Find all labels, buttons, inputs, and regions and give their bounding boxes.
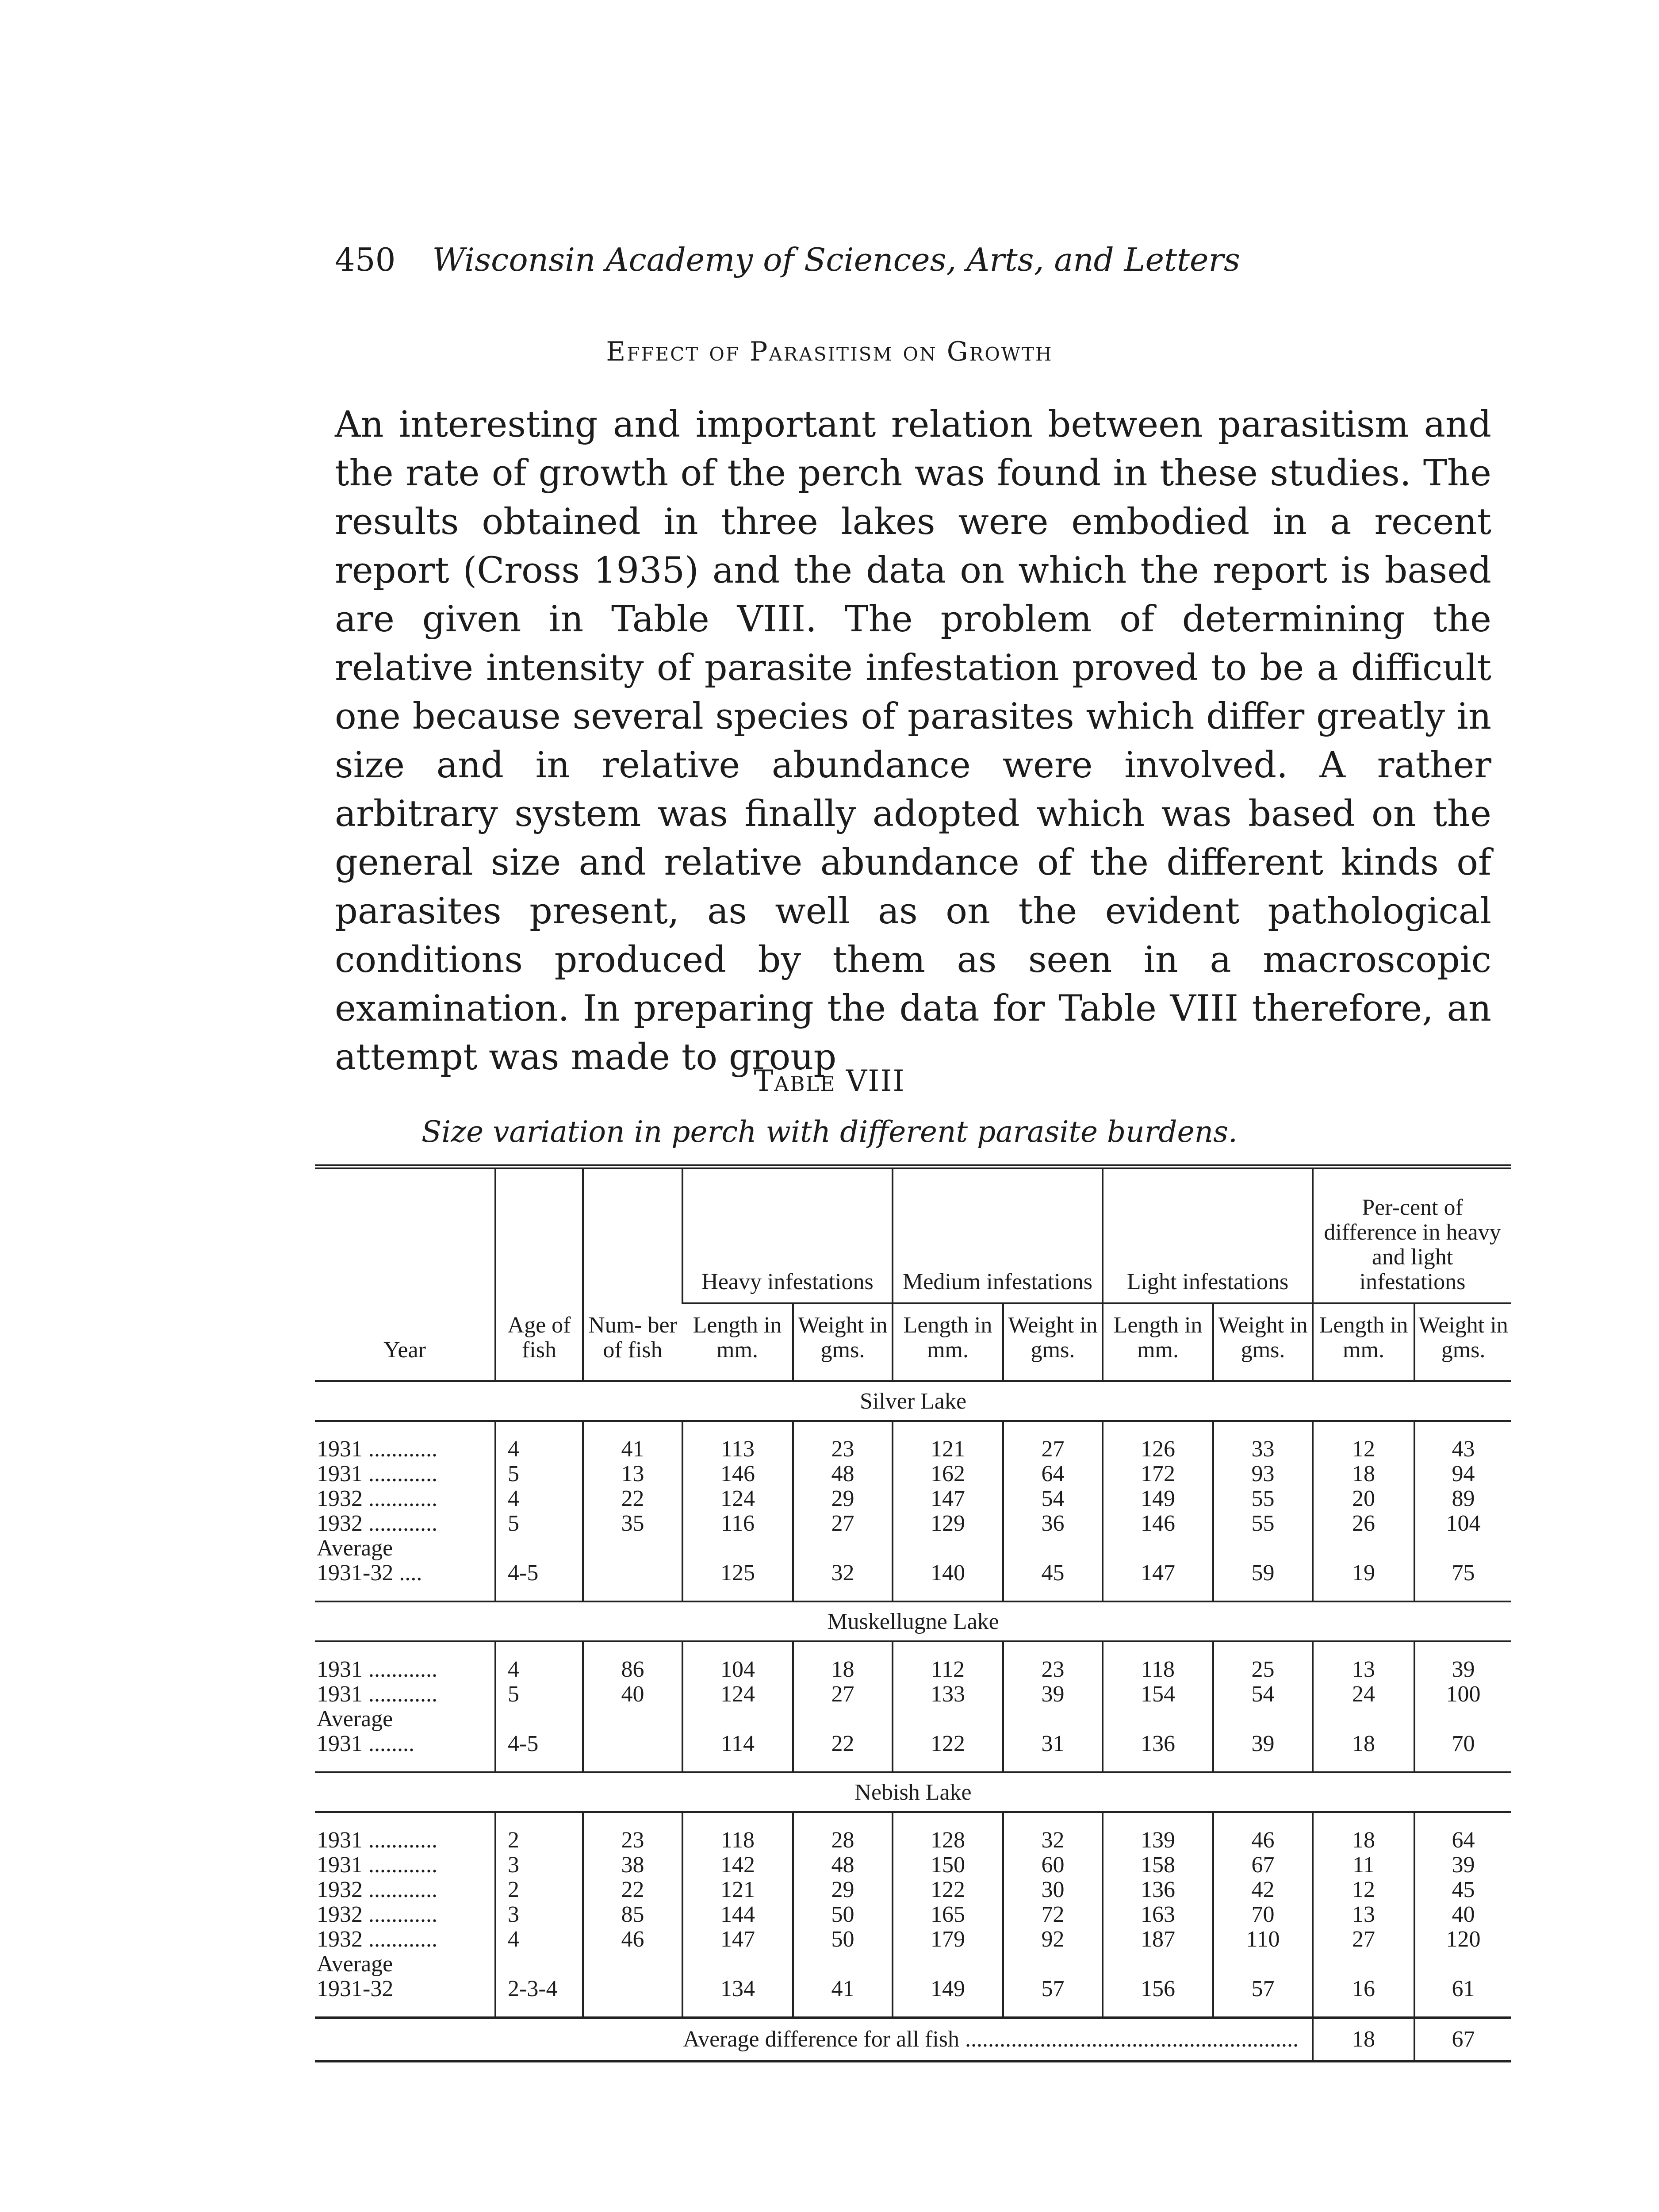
number-cell: 23 38 22 85 46	[583, 1812, 682, 2018]
table-row	[315, 1812, 1511, 2018]
number-cell: 86 40	[583, 1641, 682, 1772]
heavy-weight-cell: 28 48 29 50 50 41	[793, 1812, 893, 2018]
col-header-heavy: Heavy infestations	[682, 1167, 893, 1303]
heavy-length-cell: 113 146 124 116 125	[682, 1421, 793, 1601]
heavy-weight-cell: 18 27 22	[793, 1641, 893, 1772]
sub-header-length: Length in mm.	[682, 1303, 793, 1381]
pct-length-cell: 12 18 20 26 19	[1313, 1421, 1414, 1601]
heavy-length-cell: 104 124 114	[682, 1641, 793, 1772]
table-row	[315, 1421, 1511, 1601]
medium-weight-cell: 32 60 30 72 92 57	[1003, 1812, 1103, 2018]
sub-header-weight: Weight in gms.	[1213, 1303, 1313, 1381]
sub-header-length: Length in mm.	[1103, 1303, 1213, 1381]
year-cell: 1931 ............ 1931 ............ 1932 ............ 1932 ............ 1932 ............ Average 1931-32	[317, 1828, 437, 2001]
pct-weight-cell: 39 100 70	[1414, 1641, 1511, 1772]
pct-length-cell: 13 24 18	[1313, 1641, 1414, 1772]
sub-header-weight: Weight in gms.	[1414, 1303, 1511, 1381]
data-table	[315, 1164, 1511, 2062]
year-cell: 1931 ............ 1931 ............ 1932 ............ 1932 ............ Average 1931-32 ....	[317, 1436, 437, 1586]
light-weight-cell: 46 67 42 70 110 57	[1213, 1812, 1313, 2018]
age-cell: 4 5 4-5	[495, 1641, 583, 1772]
medium-length-cell: 121 162 147 129 140	[893, 1421, 1003, 1601]
age-cell: 4 5 4 5 4-5	[495, 1421, 583, 1601]
sub-header-weight: Weight in gms.	[1003, 1303, 1103, 1381]
heavy-weight-cell: 23 48 29 27 32	[793, 1421, 893, 1601]
medium-length-cell: 112 133 122	[893, 1641, 1003, 1772]
col-header-year: Year	[315, 1167, 495, 1381]
light-weight-cell: 25 54 39	[1213, 1641, 1313, 1772]
col-header-light: Light infestations	[1103, 1167, 1313, 1303]
average-all-weight: 67	[1414, 2018, 1511, 2061]
journal-title: Wisconsin Academy of Sciences, Arts, and Letters	[432, 241, 1240, 278]
pct-weight-cell: 64 39 45 40 120 61	[1414, 1812, 1511, 2018]
page-number: 450	[335, 241, 396, 278]
light-weight-cell: 33 93 55 55 59	[1213, 1421, 1313, 1601]
medium-length-cell: 128 150 122 165 179 149	[893, 1812, 1003, 2018]
medium-weight-cell: 27 64 54 36 45	[1003, 1421, 1103, 1601]
section-label-nebish-lake: Nebish Lake	[315, 1772, 1511, 1812]
light-length-cell: 139 158 136 163 187 156	[1103, 1812, 1213, 2018]
col-header-age: Age of fish	[495, 1167, 583, 1381]
sub-header-length: Length in mm.	[893, 1303, 1003, 1381]
body-paragraph: An interesting and important relation between parasitism and the rate of growth of the perch was found in these studies. The results obtained in three lakes were embodied in a recent report (Cross 1935) and the data on which the report is based are given in Table VIII. The problem of determining the relative intensity of parasite infestation proved to be a difficult one because several species of parasites which differ greatly in size and in relative abundance were involved. A rather arbitrary system was finally adopted which was based on the general size and relative abundance of the different kinds of parasites present, as well as on the evident pathological conditions produced by them as seen in a macroscopic examination. In preparing the data for Table VIII therefore, an attempt was made to group	[335, 404, 1491, 1078]
number-cell: 41 13 22 35	[583, 1421, 682, 1601]
running-header	[335, 241, 1240, 278]
average-all-length: 18	[1313, 2018, 1414, 2061]
table-title: Table VIII	[754, 1064, 905, 1098]
table-caption: Size variation in perch with different parasite burdens.	[421, 1115, 1238, 1149]
section-label-silver-lake: Silver Lake	[315, 1381, 1511, 1421]
heavy-length-cell: 118 142 121 144 147 134	[682, 1812, 793, 2018]
medium-weight-cell: 23 39 31	[1003, 1641, 1103, 1772]
col-header-number: Num- ber of fish	[583, 1167, 682, 1381]
average-all-label: Average difference for all fish ..........................................................	[315, 2018, 1313, 2061]
sub-header-weight: Weight in gms.	[793, 1303, 893, 1381]
light-length-cell: 118 154 136	[1103, 1641, 1213, 1772]
year-cell: 1931 ............ 1931 ............ Average 1931 ........	[317, 1657, 437, 1756]
col-header-percent: Per-cent of difference in heavy and light infestations	[1313, 1167, 1511, 1303]
pct-length-cell: 18 11 12 13 27 16	[1313, 1812, 1414, 2018]
section-label-muskellugne-lake: Muskellugne Lake	[315, 1601, 1511, 1641]
section-title: Effect of Parasitism on Growth	[606, 336, 1053, 367]
table-row	[315, 1641, 1511, 1772]
col-header-medium: Medium infestations	[893, 1167, 1103, 1303]
light-length-cell: 126 172 149 146 147	[1103, 1421, 1213, 1601]
average-all-row	[315, 2018, 1511, 2061]
pct-weight-cell: 43 94 89 104 75	[1414, 1421, 1511, 1601]
age-cell: 2 3 2 3 4 2-3-4	[495, 1812, 583, 2018]
sub-header-length: Length in mm.	[1313, 1303, 1414, 1381]
table-viii	[315, 1164, 1511, 2062]
